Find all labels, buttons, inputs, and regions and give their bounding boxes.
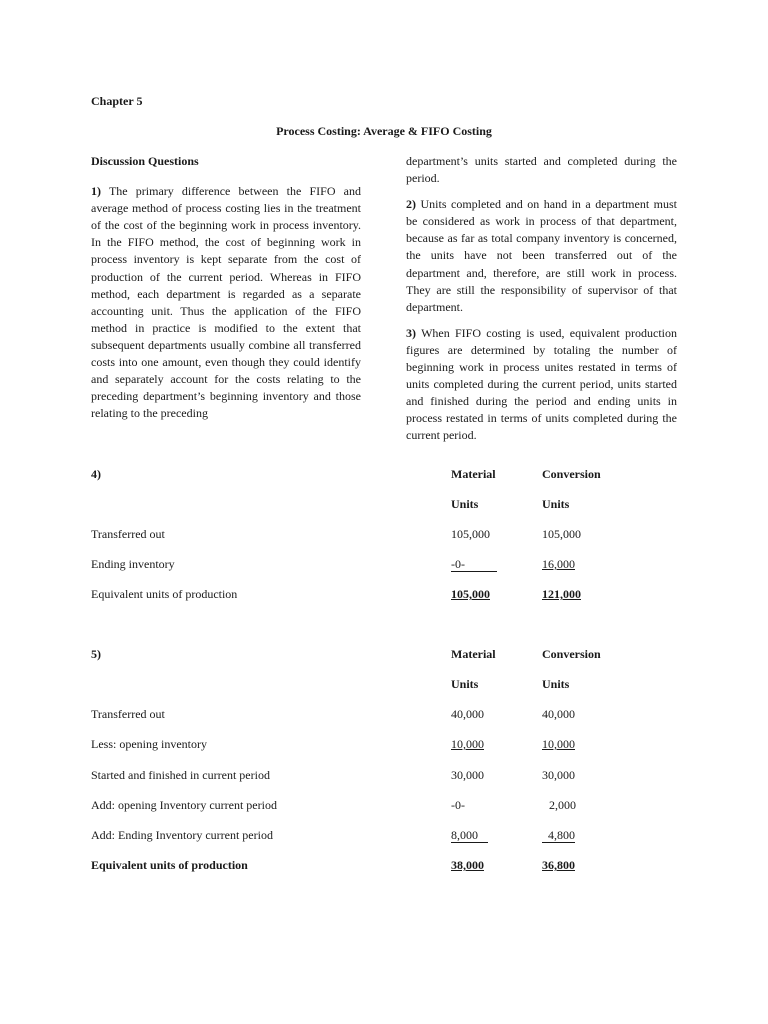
q4-conversion-header: Conversion — [542, 467, 601, 481]
q5-conversion-header: Conversion — [542, 647, 601, 661]
page-title: Process Costing: Average & FIFO Costing — [276, 124, 492, 138]
row-label: Transferred out — [91, 527, 165, 541]
conversion-value: 4,800 — [542, 828, 575, 843]
answer-2-text: Units completed and on hand in a department must be considered as work in process of that department, because as far as total company inventory is concerned, the units have not been transferred out of the department and, therefore, are still work in process. They are still the responsibility of supervisor of that department. — [406, 197, 678, 314]
conversion-value: 40,000 — [542, 707, 575, 721]
q4-material-header: Material — [451, 467, 496, 481]
row-label: Equivalent units of production — [91, 587, 238, 601]
conversion-value: 2,000 — [549, 798, 576, 812]
answer-1 — [91, 183, 361, 422]
table-row — [91, 826, 691, 844]
table-row — [91, 856, 691, 874]
q4-conversion-units-header: Units — [542, 497, 570, 511]
left-column — [91, 153, 361, 431]
table-row — [91, 735, 691, 753]
table-row — [91, 705, 691, 723]
answer-1-text: The primary difference between the FIFO and average method of process costing lies in the treatment of the cost of the beginning work in process inventory. In the FIFO method, the cost of beginning work in process inventory is kept separate from the cost of production of the current period. Whereas in FIFO method, each department is regarded as a separate accounting unit. Thus the application of the FIFO method in practice is modified to the extent that subsequent departments usually combine all transferred costs into one amount, even though they could identify and separately account for the costs relating to the preceding department’s beginning inventory and those relating to the preceding — [91, 184, 361, 421]
discussion-heading: Discussion Questions — [91, 154, 199, 168]
row-label: Transferred out — [91, 707, 165, 721]
answer-3 — [406, 325, 677, 445]
table-row — [91, 766, 691, 784]
material-total: 38,000 — [451, 858, 484, 872]
material-value: -0- — [451, 557, 497, 572]
conversion-value: 10,000 — [542, 737, 575, 751]
conversion-value: 16,000 — [542, 557, 575, 571]
conversion-value: 105,000 — [542, 527, 581, 541]
table-row — [91, 796, 691, 814]
answer-3-number: 3) — [406, 325, 416, 340]
table-row — [91, 585, 691, 603]
material-value: 105,000 — [451, 527, 490, 541]
row-label: Equivalent units of production — [91, 858, 248, 872]
conversion-value: 30,000 — [542, 768, 575, 782]
q4-header-row-2 — [91, 495, 691, 513]
table-row — [91, 525, 691, 543]
q4-number: 4) — [91, 467, 101, 481]
material-total: 105,000 — [451, 587, 490, 601]
q5-number: 5) — [91, 647, 101, 661]
row-label: Less: opening inventory — [91, 737, 207, 751]
q4-material-units-header: Units — [451, 497, 479, 511]
answer-3-text: When FIFO costing is used, equivalent production figures are determined by totaling the number of beginning work in process unites restated in terms of units completed during the current period, units started and finished during the period and ending units in process restated in terms of units completed during the current period. — [406, 325, 677, 443]
answer-1-number: 1) — [91, 184, 101, 199]
row-label: Add: opening Inventory current period — [91, 798, 277, 812]
row-label: Started and finished in current period — [91, 768, 270, 782]
chapter-label: Chapter 5 — [91, 94, 143, 108]
answer-2-number: 2) — [406, 197, 416, 212]
q5-header-row-2 — [91, 675, 691, 693]
q5-material-header: Material — [451, 647, 496, 661]
table-row — [91, 555, 691, 573]
answer-2 — [406, 196, 677, 316]
material-value: 10,000 — [451, 737, 484, 751]
right-column — [406, 153, 677, 454]
conversion-total: 36,800 — [542, 858, 575, 872]
answer-1-continued: department’s units started and completed during the period. — [406, 154, 677, 186]
material-value: 30,000 — [451, 768, 484, 782]
row-label: Ending inventory — [91, 557, 175, 571]
q5-header-row-1 — [91, 645, 691, 663]
conversion-total: 121,000 — [542, 587, 581, 601]
row-label: Add: Ending Inventory current period — [91, 828, 273, 842]
material-value: 8,000 — [451, 828, 488, 843]
material-value: 40,000 — [451, 707, 484, 721]
q5-conversion-units-header: Units — [542, 677, 570, 691]
q4-header-row-1 — [91, 465, 691, 483]
material-value: -0- — [451, 798, 465, 812]
q5-material-units-header: Units — [451, 677, 479, 691]
